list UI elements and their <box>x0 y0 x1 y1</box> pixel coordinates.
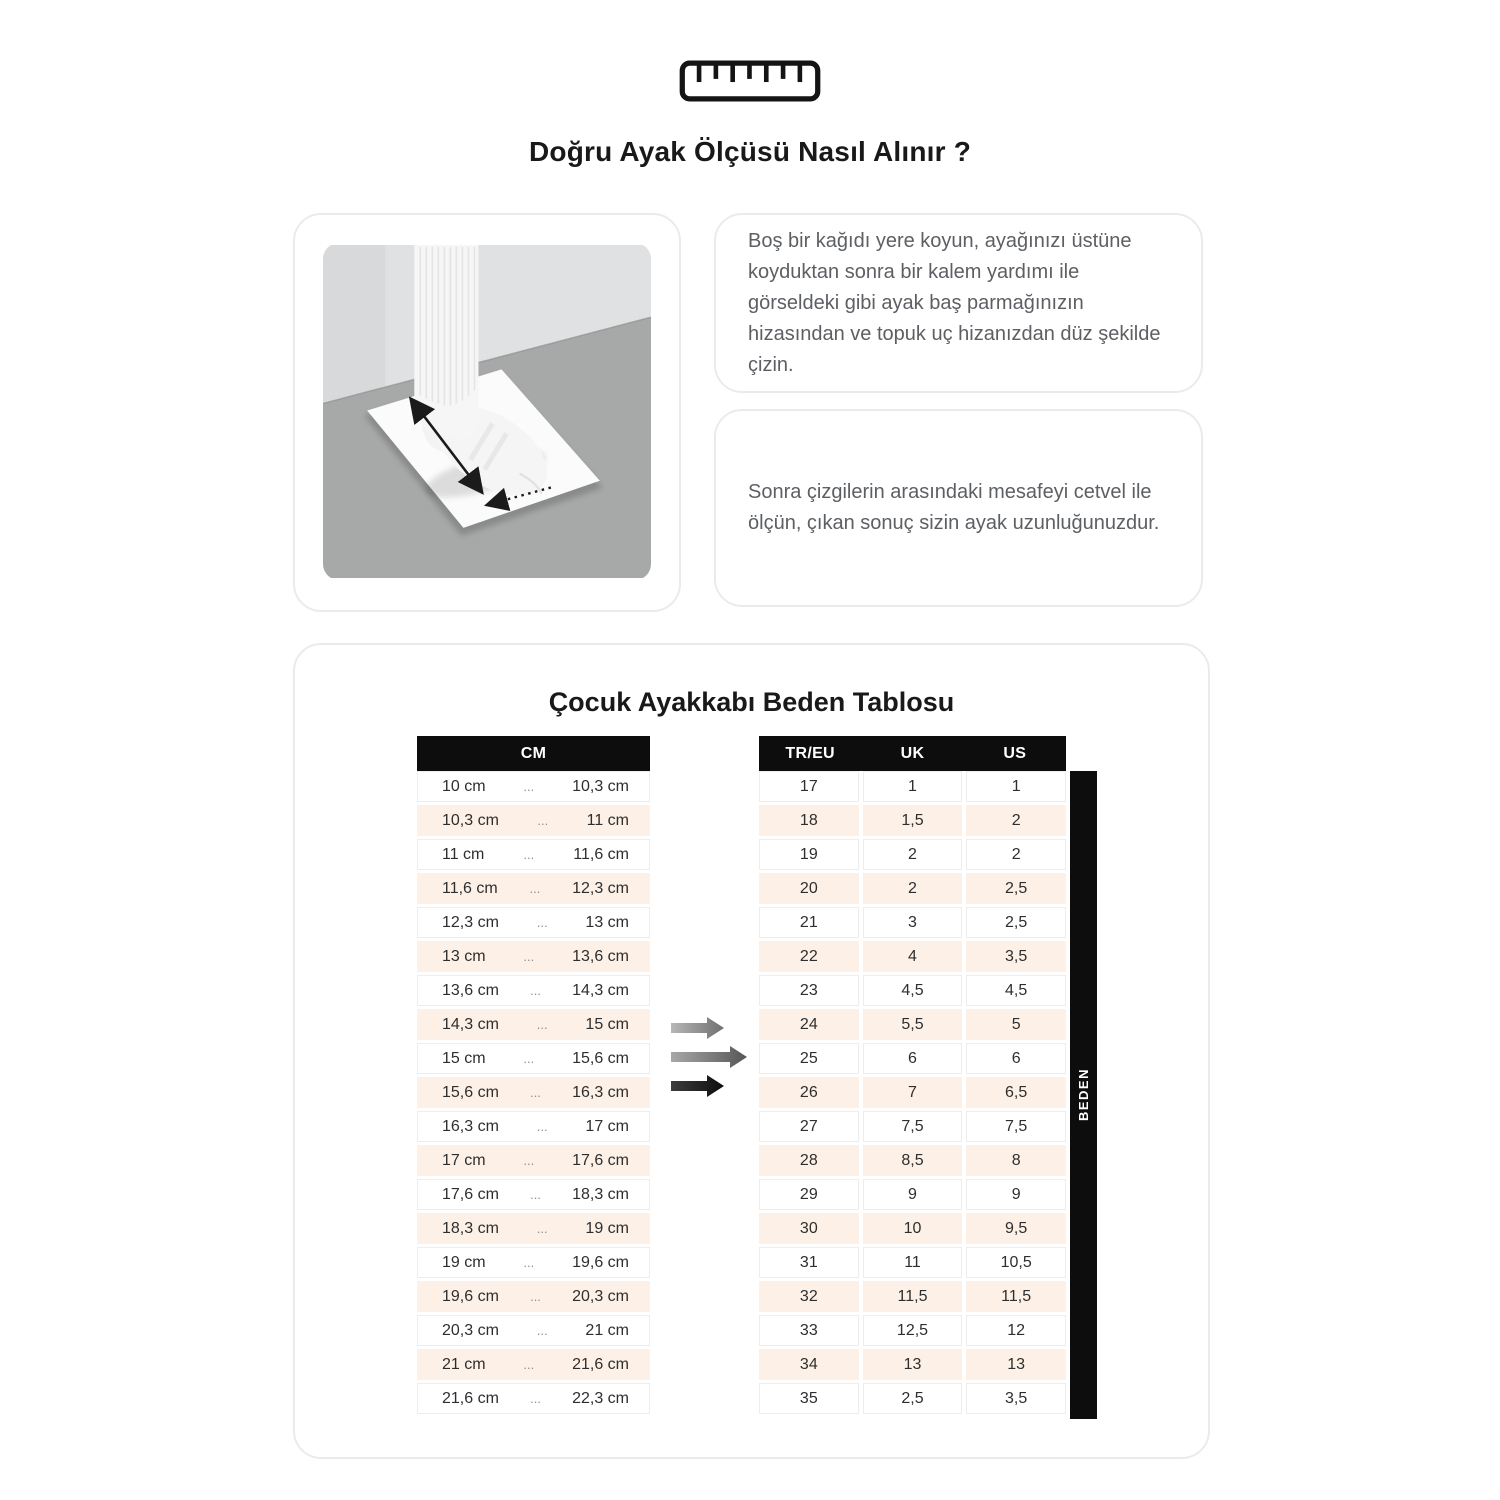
size-us: 12 <box>966 1315 1066 1346</box>
size-table-row <box>759 1179 1066 1210</box>
size-uk: 1,5 <box>863 805 963 836</box>
cm-range-max: 17,6 cm <box>572 1151 629 1169</box>
cm-range-max: 11 cm <box>586 811 629 829</box>
mapping-arrows-icon <box>663 1011 755 1103</box>
size-us: 9,5 <box>966 1213 1066 1244</box>
cm-range-max: 19,6 cm <box>572 1253 629 1271</box>
size-table-row <box>759 873 1066 904</box>
cm-range-min: 20,3 cm <box>442 1321 499 1339</box>
range-dots: ... <box>523 847 535 862</box>
cm-table-row <box>417 1383 650 1414</box>
instruction-text-2: Sonra çizgilerin arasındaki mesafeyi cetvel ile ölçün, çıkan sonuç sizin ayak uzunluğunuzdur. <box>748 481 1160 534</box>
cm-range-max: 11,6 cm <box>573 845 629 863</box>
range-dots: ... <box>530 1289 541 1304</box>
range-dots: ... <box>523 1357 535 1372</box>
size-table-row <box>759 839 1066 870</box>
size-table-row <box>759 907 1066 938</box>
range-dots: ... <box>530 983 541 998</box>
size-us: 2,5 <box>966 873 1066 904</box>
cm-table-header: CM <box>417 736 650 771</box>
size-uk: 11,5 <box>863 1281 963 1312</box>
size-treu: 18 <box>759 805 859 836</box>
cm-range-min: 17,6 cm <box>442 1185 499 1203</box>
size-uk: 9 <box>863 1179 963 1210</box>
size-table-header-uk: UK <box>900 744 925 762</box>
size-uk: 2 <box>863 873 963 904</box>
size-us: 5 <box>966 1009 1066 1040</box>
cm-range-min: 15,6 cm <box>442 1083 499 1101</box>
size-treu: 20 <box>759 873 859 904</box>
size-table-row <box>759 941 1066 972</box>
size-treu: 24 <box>759 1009 859 1040</box>
size-treu: 25 <box>759 1043 859 1074</box>
range-dots: ... <box>536 1017 548 1032</box>
beden-label: BEDEN <box>1076 1068 1091 1122</box>
size-uk: 4,5 <box>863 975 963 1006</box>
cm-range-min: 10 cm <box>442 777 486 795</box>
size-us: 13 <box>966 1349 1066 1380</box>
cm-table-row <box>417 1009 650 1040</box>
cm-range-min: 13,6 cm <box>442 981 499 999</box>
cm-range-min: 16,3 cm <box>442 1117 499 1135</box>
size-treu: 32 <box>759 1281 859 1312</box>
cm-table-row <box>417 1281 650 1312</box>
size-treu: 30 <box>759 1213 859 1244</box>
size-table-row <box>759 1145 1066 1176</box>
cm-range-max: 22,3 cm <box>572 1389 629 1407</box>
size-treu: 22 <box>759 941 859 972</box>
size-chart-card <box>293 643 1210 1459</box>
range-dots: ... <box>536 915 548 930</box>
range-dots: ... <box>523 1255 535 1270</box>
size-uk: 6 <box>863 1043 963 1074</box>
size-treu: 29 <box>759 1179 859 1210</box>
instruction-card-2 <box>714 409 1203 607</box>
foot-photo-card <box>293 213 681 612</box>
cm-range-max: 15 cm <box>585 1015 629 1033</box>
range-dots: ... <box>536 1119 548 1134</box>
range-dots: ... <box>529 881 541 896</box>
range-dots: ... <box>530 1085 541 1100</box>
size-table-row <box>759 1281 1066 1312</box>
cm-range-min: 19 cm <box>442 1253 486 1271</box>
size-table-header-treu: TR/EU <box>785 744 835 762</box>
size-treu: 33 <box>759 1315 859 1346</box>
cm-table-row <box>417 1349 650 1380</box>
size-treu: 21 <box>759 907 859 938</box>
cm-range-max: 20,3 cm <box>572 1287 629 1305</box>
size-table-row <box>759 1315 1066 1346</box>
page-title: Doğru Ayak Ölçüsü Nasıl Alınır ? <box>528 136 972 167</box>
size-us: 3,5 <box>966 941 1066 972</box>
size-table-header <box>759 736 1066 771</box>
ruler-icon <box>668 60 832 102</box>
size-table-header-us: US <box>1003 744 1027 762</box>
cm-range-min: 17 cm <box>442 1151 486 1169</box>
size-chart-title: Çocuk Ayakkabı Beden Tablosu <box>548 687 955 717</box>
size-table-row <box>759 1043 1066 1074</box>
cm-range-max: 19 cm <box>585 1219 629 1237</box>
size-table <box>759 736 1066 1417</box>
size-table-row <box>759 1383 1066 1414</box>
size-treu: 17 <box>759 771 859 802</box>
cm-range-min: 21,6 cm <box>442 1389 499 1407</box>
size-uk: 13 <box>863 1349 963 1380</box>
cm-table-row <box>417 1213 650 1244</box>
cm-table-row <box>417 1145 650 1176</box>
cm-range-min: 10,3 cm <box>442 811 499 829</box>
size-uk: 4 <box>863 941 963 972</box>
size-table-row <box>759 805 1066 836</box>
cm-range-min: 15 cm <box>442 1049 486 1067</box>
size-us: 8 <box>966 1145 1066 1176</box>
size-table-body <box>759 771 1066 1414</box>
cm-range-max: 17 cm <box>585 1117 629 1135</box>
size-table-row <box>759 1247 1066 1278</box>
cm-range-max: 10,3 cm <box>572 777 629 795</box>
range-dots: ... <box>537 813 549 828</box>
range-dots: ... <box>536 1323 548 1338</box>
cm-range-max: 21 cm <box>585 1321 629 1339</box>
size-us: 6,5 <box>966 1077 1066 1108</box>
size-table-row <box>759 975 1066 1006</box>
cm-range-min: 11,6 cm <box>442 879 498 897</box>
size-table-row <box>759 1009 1066 1040</box>
size-table-row <box>759 1111 1066 1142</box>
size-uk: 2,5 <box>863 1383 963 1414</box>
cm-table-row <box>417 941 650 972</box>
size-uk: 7,5 <box>863 1111 963 1142</box>
size-us: 1 <box>966 771 1066 802</box>
size-us: 2 <box>966 805 1066 836</box>
instruction-text-1: Boş bir kağıdı yere koyun, ayağınızı üstüne koyduktan sonra bir kalem yardımı ile görseldeki gibi ayak baş parmağınızın hizasından ve topuk uç hizanızdan düz şekilde çizin. <box>748 229 1161 376</box>
cm-table-row <box>417 907 650 938</box>
cm-table-row <box>417 771 650 802</box>
size-treu: 28 <box>759 1145 859 1176</box>
size-us: 3,5 <box>966 1383 1066 1414</box>
cm-table-row <box>417 1111 650 1142</box>
cm-range-max: 13,6 cm <box>572 947 629 965</box>
size-us: 2 <box>966 839 1066 870</box>
cm-range-min: 18,3 cm <box>442 1219 499 1237</box>
cm-range-min: 21 cm <box>442 1355 486 1373</box>
size-us: 2,5 <box>966 907 1066 938</box>
size-table-row <box>759 771 1066 802</box>
range-dots: ... <box>523 1153 535 1168</box>
range-dots: ... <box>530 1187 541 1202</box>
size-uk: 2 <box>863 839 963 870</box>
size-us: 11,5 <box>966 1281 1066 1312</box>
size-us: 7,5 <box>966 1111 1066 1142</box>
cm-range-min: 11 cm <box>442 845 485 863</box>
size-table-row <box>759 1077 1066 1108</box>
cm-table-row <box>417 1077 650 1108</box>
size-treu: 26 <box>759 1077 859 1108</box>
size-us: 10,5 <box>966 1247 1066 1278</box>
cm-range-min: 14,3 cm <box>442 1015 499 1033</box>
size-treu: 27 <box>759 1111 859 1142</box>
cm-table-row <box>417 1247 650 1278</box>
cm-table-row <box>417 1043 650 1074</box>
cm-range-max: 18,3 cm <box>572 1185 629 1203</box>
size-us: 9 <box>966 1179 1066 1210</box>
size-table-row <box>759 1213 1066 1244</box>
size-treu: 23 <box>759 975 859 1006</box>
size-uk: 3 <box>863 907 963 938</box>
size-treu: 19 <box>759 839 859 870</box>
cm-range-max: 21,6 cm <box>572 1355 629 1373</box>
size-uk: 11 <box>863 1247 963 1278</box>
range-dots: ... <box>523 1051 535 1066</box>
instruction-card-1 <box>714 213 1203 393</box>
range-dots: ... <box>530 1391 541 1406</box>
cm-range-max: 13 cm <box>585 913 629 931</box>
cm-range-min: 12,3 cm <box>442 913 499 931</box>
size-uk: 5,5 <box>863 1009 963 1040</box>
size-treu: 35 <box>759 1383 859 1414</box>
cm-range-max: 12,3 cm <box>572 879 629 897</box>
range-dots: ... <box>536 1221 548 1236</box>
size-table-row <box>759 1349 1066 1380</box>
cm-table-row <box>417 1179 650 1210</box>
range-dots: ... <box>523 779 535 794</box>
range-dots: ... <box>523 949 535 964</box>
size-uk: 8,5 <box>863 1145 963 1176</box>
cm-table-row <box>417 839 650 870</box>
cm-range-max: 15,6 cm <box>572 1049 629 1067</box>
cm-table <box>417 736 650 1417</box>
size-uk: 1 <box>863 771 963 802</box>
beden-vertical-bar <box>1070 771 1097 1419</box>
cm-table-row <box>417 1315 650 1346</box>
size-uk: 10 <box>863 1213 963 1244</box>
cm-range-max: 16,3 cm <box>572 1083 629 1101</box>
cm-table-body <box>417 771 650 1414</box>
cm-table-row <box>417 873 650 904</box>
cm-range-min: 19,6 cm <box>442 1287 499 1305</box>
foot-measurement-photo <box>323 243 651 580</box>
size-uk: 12,5 <box>863 1315 963 1346</box>
size-uk: 7 <box>863 1077 963 1108</box>
size-treu: 31 <box>759 1247 859 1278</box>
cm-table-row <box>417 975 650 1006</box>
size-us: 4,5 <box>966 975 1066 1006</box>
cm-range-min: 13 cm <box>442 947 486 965</box>
cm-table-row <box>417 805 650 836</box>
size-us: 6 <box>966 1043 1066 1074</box>
size-treu: 34 <box>759 1349 859 1380</box>
cm-range-max: 14,3 cm <box>572 981 629 999</box>
